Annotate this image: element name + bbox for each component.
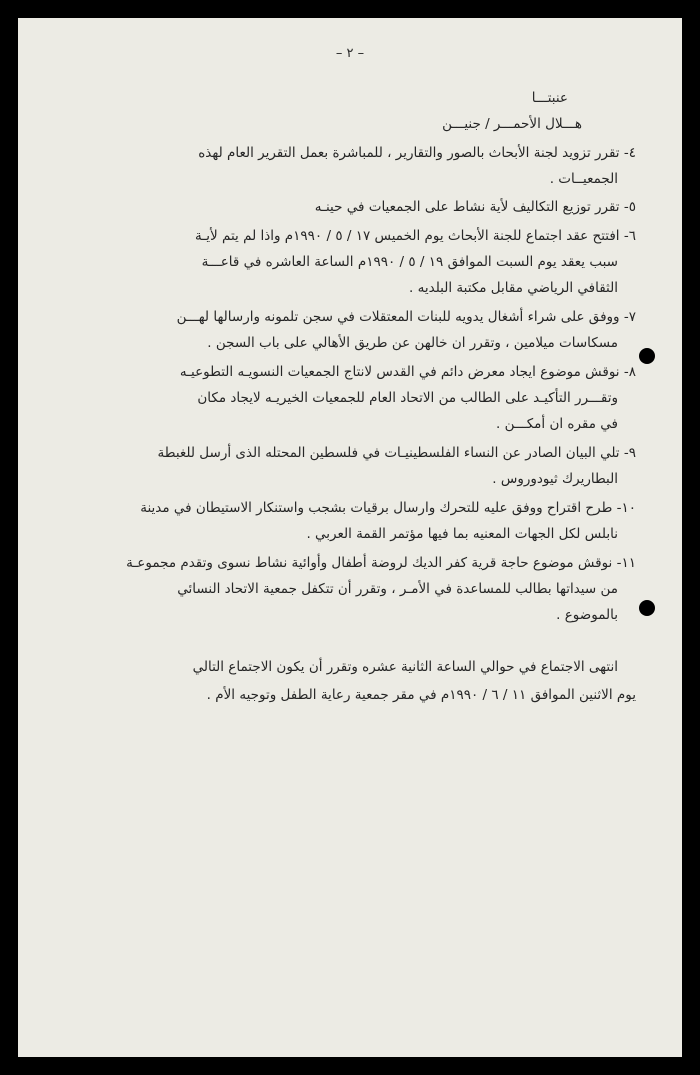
item-8-line-2: وتقـــرر التأكيـد على الطالب من الاتحاد العام للجمعيات الخيريـه لايجاد مكان	[197, 390, 618, 406]
item-7-line-1: ٧- ووفق على شراء أشغال يدويه للبنات المعتقلات في سجن تلمونه وارسالها لهـــن	[176, 309, 636, 325]
item-8-line-1: ٨- نوقش موضوع ايجاد معرض دائم في القدس لانتاج الجمعيات النسويـه التطوعيـه	[179, 364, 636, 380]
document-page	[18, 18, 682, 1057]
item-8-line-3: في مقره ان أمكـــن .	[496, 416, 618, 432]
item-11-line-3: بالموضوع .	[556, 607, 618, 623]
item-11-line-2: من سيداتها بطالب للمساعدة في الأمـر ، وتقرر أن تتكفل جمعية الاتحاد النسائي	[177, 581, 618, 597]
item-6-line-3: الثقافي الرياضي مقابل مكتبة البلديه .	[409, 280, 618, 296]
closing-line-1: انتهى الاجتماع في حوالي الساعة الثانية عشره وتقرر أن يكون الاجتماع التالي	[192, 659, 618, 675]
punch-hole-top	[639, 348, 655, 364]
item-9-line-2: البطاريرك ثيودوروس .	[492, 471, 618, 487]
organization-line: هـــلال الأحمـــر / جنيـــن	[442, 116, 582, 132]
item-10-line-1: ١٠- طرح اقتراح ووفق عليه للتحرك وارسال برقيات بشجب واستنكار الاستيطان في مدينة	[140, 500, 636, 516]
item-4-line-1: ٤- تقرر تزويد لجنة الأبحاث بالصور والتقارير ، للمباشرة بعمل التقرير العام لهذه	[198, 145, 636, 161]
closing-line-2: يوم الاثنين الموافق ١١ / ٦ / ١٩٩٠م في مقر جمعية رعاية الطفل وتوجيه الأم .	[206, 687, 636, 703]
item-5-line: ٥- تقرر توزيع التكاليف لأية نشاط على الجمعيات في حينـه	[314, 199, 636, 215]
location-line: عنبتـــا	[531, 90, 568, 106]
item-9-line-1: ٩- تلي البيان الصادر عن النساء الفلسطينيـات في فلسطين المحتله الذى أرسل للغبطة	[157, 445, 636, 461]
page-number: – ٢ –	[335, 46, 365, 61]
punch-hole-bottom	[639, 600, 655, 616]
item-6-line-1: ٦- افتتح عقد اجتماع للجنة الأبحاث يوم الخميس ١٧ / ٥ / ١٩٩٠م واذا لم يتم لأيـة	[195, 228, 636, 244]
item-10-line-2: نابلس لكل الجهات المعنيه بما فيها مؤتمر القمة العربي .	[306, 526, 618, 542]
item-4-line-2: الجمعيــات .	[549, 171, 618, 187]
item-6-line-2: سبب يعقد يوم السبت الموافق ١٩ / ٥ / ١٩٩٠م الساعة العاشره في قاعـــة	[201, 254, 618, 270]
item-7-line-2: مسكاسات ميلامين ، وتقرر ان خالهن عن طريق الأهالي على باب السجن .	[207, 335, 618, 351]
item-11-line-1: ١١- نوقش موضوع حاجة قرية كفر الديك لروضة أطفال وأوائية نشاط نسوى وتقدم مجموعـة	[126, 555, 636, 571]
